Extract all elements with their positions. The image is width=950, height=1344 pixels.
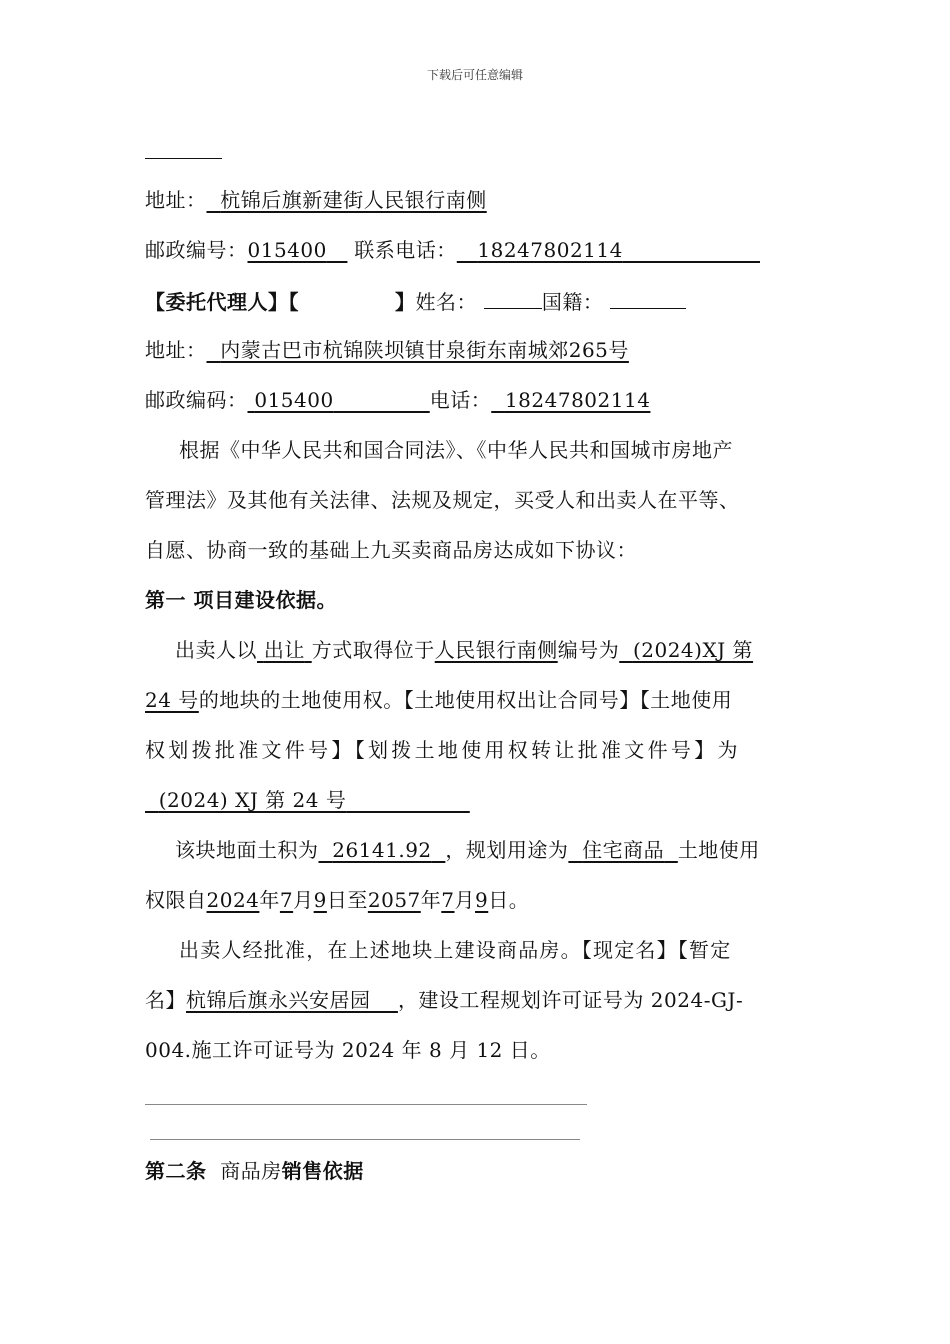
page-header: 下载后可任意编辑 xyxy=(426,68,523,82)
p1-line-4 xyxy=(145,786,470,814)
separator-line-1 xyxy=(145,1104,587,1105)
seller-address-line xyxy=(145,186,487,214)
seller-address-label: 地址： xyxy=(145,188,207,212)
name-blank xyxy=(484,286,542,309)
seller-phone-value: 18247802114 xyxy=(477,238,623,262)
project-name: 杭锦后旗永兴安居园 xyxy=(186,988,371,1012)
name-label: 姓名： xyxy=(415,290,477,314)
intro-line-1: 根据《中华人民共和国合同法》、《中华人民共和国城市房地产 xyxy=(179,438,733,462)
p1-line-1: 出卖人以 出让 方式取得位于人民银行南侧编号为 (2024)XJ 第 xyxy=(175,638,754,662)
agent-phone-label: 电话： xyxy=(429,388,492,412)
land-use: 住宅商品 xyxy=(582,838,665,862)
p2-line-2: 权限自2024年7月9日至2057年7月9日。 xyxy=(145,888,530,912)
agent-postcode-line xyxy=(145,386,650,414)
intro-line-2: 管理法》及其他有关法律、法规及规定，买受人和出卖人在平等、 xyxy=(145,488,740,512)
p3-line-3: 004.施工许可证号为 2024 年 8 月 12 日。 xyxy=(145,1038,551,1062)
land-number-a: (2024)XJ 第 xyxy=(632,638,754,662)
agent-postcode-value: 015400 xyxy=(254,388,334,412)
nationality-label: 国籍： xyxy=(541,290,604,314)
land-area: 26141.92 xyxy=(332,838,432,862)
seller-postcode-line xyxy=(145,236,760,264)
seller-postcode-label: 邮政编号： xyxy=(145,238,248,262)
nationality-blank xyxy=(610,286,686,309)
p3-line-1: 出卖人经批准，在上述地块上建设商品房。【现定名】【暂定 xyxy=(179,938,732,962)
agent-postcode-label: 邮政编码： xyxy=(145,388,248,412)
agent-address-line xyxy=(145,336,629,364)
acquisition-method: 出让 xyxy=(263,638,305,662)
agent-address-label: 地址： xyxy=(145,338,207,362)
article-1-title: 第一 项目建设依据。 xyxy=(145,588,337,612)
p1-line-2: 24 号的地块的土地使用权。【土地使用权出让合同号】【土地使用 xyxy=(145,688,733,712)
top-underline xyxy=(145,158,222,159)
agent-label-end: 】 xyxy=(395,290,416,314)
separator-line-2 xyxy=(150,1139,580,1140)
contract-number: (2024) XJ 第 24 号 xyxy=(158,788,347,812)
p2-line-1: 该块地面土积为 26141.92 ，规划用途为 住宅商品 土地使用 xyxy=(175,838,760,862)
p1-line-3: 权划拨批准文件号】【划拨土地使用权转让批准文件号】为 xyxy=(145,738,741,762)
land-number-b: 24 号 xyxy=(145,688,199,712)
p3-line-2: 名】杭锦后旗永兴安居园 ，建设工程规划许可证号为 2024-GJ- xyxy=(145,988,744,1012)
seller-postcode-value: 015400 xyxy=(247,238,327,262)
agent-phone-value: 18247802114 xyxy=(504,388,651,412)
seller-address-value: 杭锦后旗新建街人民银行南侧 xyxy=(220,188,487,212)
agent-address-value: 内蒙古巴市杭锦陕坝镇甘泉街东南城郊265号 xyxy=(220,338,629,362)
article-2-title: 第二条 商品房销售依据 xyxy=(145,1159,364,1183)
land-location: 人民银行南侧 xyxy=(434,638,558,662)
agent-label: 【委托代理人】【 xyxy=(145,290,299,314)
agent-line xyxy=(145,286,686,316)
intro-line-3: 自愿、协商一致的基础上九买卖商品房达成如下协议： xyxy=(145,538,637,562)
seller-phone-label: 联系电话： xyxy=(354,238,457,262)
